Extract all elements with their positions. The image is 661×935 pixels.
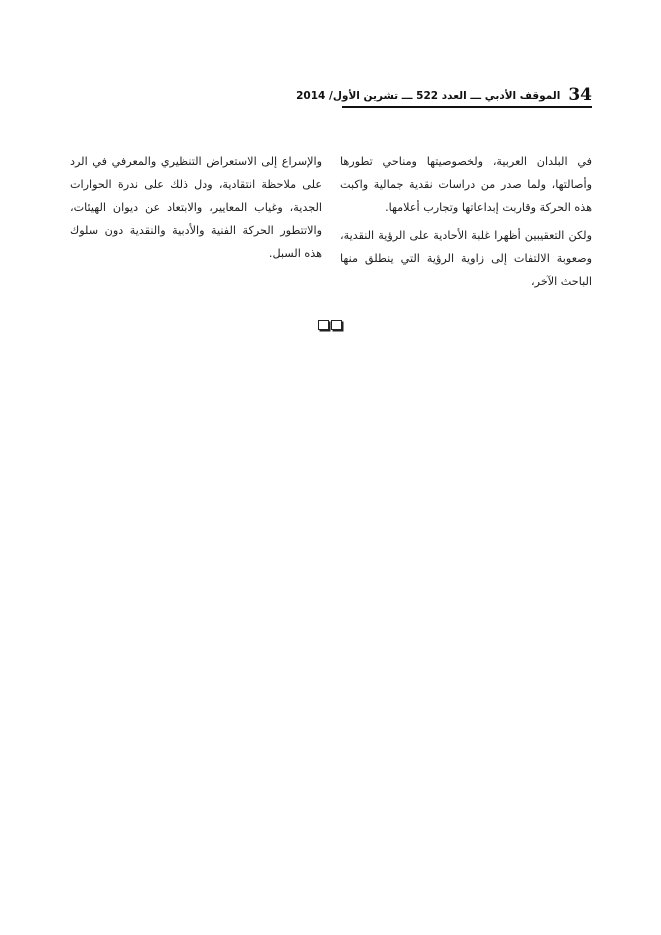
page-number: 34: [568, 85, 592, 105]
paragraph: ولكن التعقيبين أظهرا غلبة الأحادية على الرؤية النقدية، وصعوبة الالتفات إلى زاوية الرؤية التي ينطلق منها الباحث الآخر،: [340, 229, 592, 288]
paragraph: في البلدان العربية، ولخصوصيتها ومناحي تطورها وأصالتها، ولما صدر من دراسات نقدية جمالية واكبت هذه الحركة وقاربت إبداعاتها وتجارب أعلامها.: [340, 155, 592, 214]
right-text-column: [340, 150, 592, 293]
end-of-article-mark: [318, 320, 344, 332]
page-header: [296, 84, 592, 105]
square-icon: [331, 320, 342, 330]
left-text-column: [70, 150, 322, 265]
square-icon: [318, 320, 329, 330]
running-head: الموقف الأدبي ـــ العدد 522 ـــ تشرين الأول/ 2014: [296, 90, 561, 102]
header-rule: [342, 106, 592, 108]
paragraph: والإسراع إلى الاستعراض التنظيري والمعرفي في الرد على ملاحظة انتقادية، ودل ذلك على ندرة الحوارات الجدية، وغياب المعايير، والابتعاد عن ديوان الهيئات، والاتتطور الحركة الفنية والأدبية والنقدية دون سلوك هذه السبل.: [70, 155, 322, 260]
